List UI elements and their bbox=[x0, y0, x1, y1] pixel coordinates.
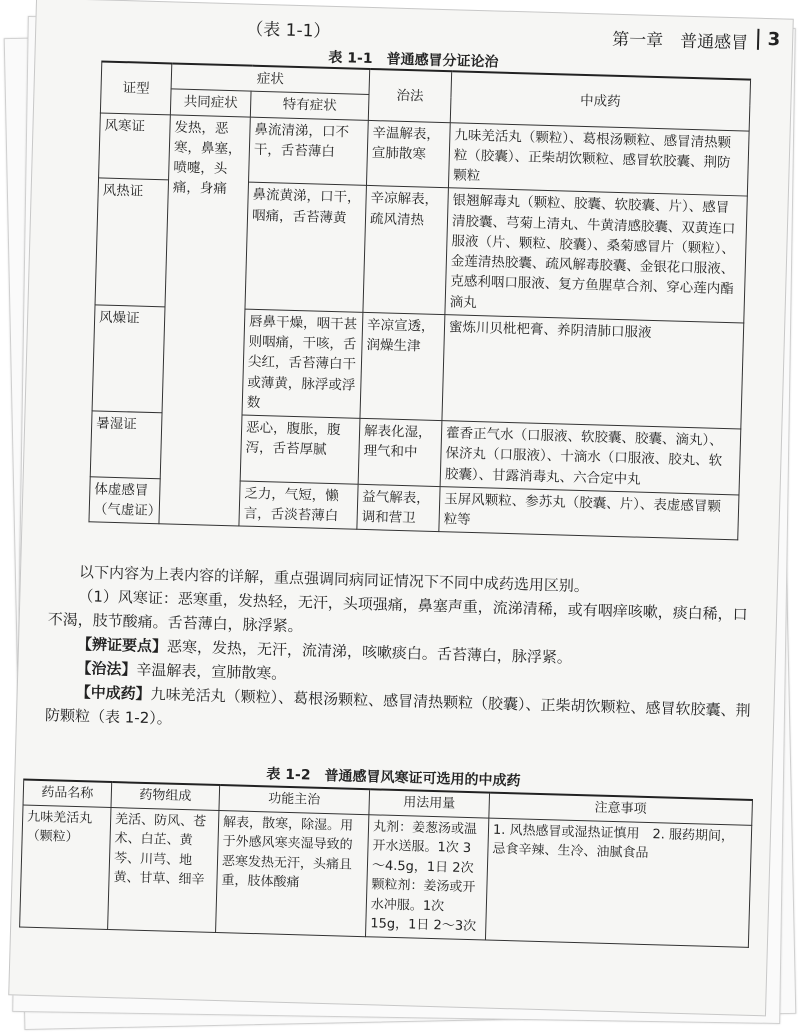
row-specific: 恶心，腹胀，腹泻，舌苔厚腻 bbox=[240, 415, 360, 484]
table-row bbox=[20, 805, 752, 947]
chapter-title: 第一章 普通感冒 bbox=[611, 29, 749, 54]
table2-caption: 表 1-2 普通感冒风寒证可选用的中成药 bbox=[266, 766, 521, 790]
row-medicine: 九味羌活丸（颗粒）、葛根汤颗粒、感冒清热颗粒（胶囊）、正柴胡饮颗粒、感冒软胶囊、荆防颗粒 bbox=[448, 122, 749, 196]
book-page bbox=[8, 0, 794, 1016]
method-label: 【治法】 bbox=[76, 659, 137, 679]
row-type: 风寒证 bbox=[99, 112, 171, 180]
row-treatment: 辛凉宣透，润燥生津 bbox=[360, 312, 445, 420]
t2-header-function: 功能主治 bbox=[219, 785, 370, 814]
row-treatment: 益气解表，调和营卫 bbox=[357, 484, 440, 532]
row-medicine: 蜜炼川贝枇杷膏、养阴清肺口服液 bbox=[442, 314, 744, 429]
t2-header-name: 药品名称 bbox=[23, 780, 112, 807]
table1-caption: 表 1-1 普通感冒分证论治 bbox=[328, 49, 499, 71]
row-treatment: 解表化湿，理气和中 bbox=[358, 418, 442, 486]
table1 bbox=[88, 60, 751, 540]
header-symptoms: 症状 bbox=[171, 63, 370, 94]
t2-usage: 丸剂：姜葱汤或温开水送服。1次 3～4.5g，1日 2次 颗粒剂：姜汤或开水冲服。1次 15g，1日 2～3次 bbox=[366, 814, 489, 939]
row-type: 风燥证 bbox=[92, 305, 165, 413]
row-medicine: 玉屏风颗粒、参苏丸（胶囊、片）、表虚感冒颗粒等 bbox=[439, 486, 739, 540]
header-common: 共同症状 bbox=[170, 89, 251, 116]
row-medicine: 银翘解毒丸（颗粒、胶囊、软胶囊、片）、感冒清胶囊、芎菊上清丸、牛黄清感胶囊、双黄连口服液（片、颗粒、胶囊）、桑菊感冒片（颗粒）、金莲清热胶囊、疏风解毒胶囊、金银花口服液、克感利咽口服液、复方鱼腥草合剂、穿心莲内酯滴丸 bbox=[445, 188, 747, 323]
t2-header-usage: 用法用量 bbox=[369, 789, 490, 817]
row-medicine: 藿香正气水（口服液、软胶囊、胶囊、滴丸）、保济丸（口服液）、十滴水（口服液、胶丸、软胶囊）、甘露消毒丸、六合定中丸 bbox=[440, 421, 741, 495]
row-specific: 乏力，气短，懒言，舌淡苔薄白 bbox=[239, 481, 358, 530]
table2 bbox=[19, 779, 753, 948]
row-specific: 鼻流清涕，口不干，舌苔薄白 bbox=[249, 117, 369, 186]
page-number: 3 bbox=[757, 29, 780, 51]
header-treatment: 治法 bbox=[368, 69, 451, 122]
row-treatment: 辛凉解表，疏风清热 bbox=[363, 186, 449, 315]
key-points-label: 【辨证要点】 bbox=[76, 635, 168, 656]
row-type: 暑湿证 bbox=[90, 411, 162, 479]
t2-header-composition: 药物组成 bbox=[111, 782, 220, 810]
row-type: 风热证 bbox=[95, 178, 169, 306]
t2-name: 九味羌活丸（颗粒） bbox=[20, 805, 111, 929]
header-type: 证型 bbox=[100, 61, 171, 114]
common-symptoms: 发热，恶寒，鼻塞，喷嚏，头痛，身痛 bbox=[159, 114, 250, 526]
wind-cold-paragraph: （1）风寒证：恶寒重，发热轻，无汗，头项强痛，鼻塞声重，流涕清稀，或有咽痒咳嗽，痰白稀，口不渴，肢节酸痛。舌苔薄白，脉浮紧。 bbox=[47, 587, 748, 636]
intro-paragraph: 以下内容为上表内容的详解，重点强调同病同证情况下不同中成药选用区别。 bbox=[78, 563, 590, 596]
t2-composition: 羌活、防风、苍术、白芷、黄芩、川芎、地黄、甘草、细辛 bbox=[108, 807, 219, 932]
t2-header-cautions: 注意事项 bbox=[489, 793, 753, 825]
t2-cautions: 1. 风热感冒或湿热证慎用 2. 服药期间，忌食辛辣、生冷、油腻食品 bbox=[485, 818, 751, 947]
header-medicine: 中成药 bbox=[450, 71, 750, 130]
body-text bbox=[45, 559, 755, 747]
t2-function: 解表，散寒，除湿。用于外感风寒夹湿导致的恶寒发热无汗，头痛且重，肢体酸痛 bbox=[216, 810, 369, 936]
drug-text: 九味羌活丸（颗粒）、葛根汤颗粒、感冒清热颗粒（胶囊）、正柴胡饮颗粒、感冒软胶囊、荆防颗粒（表 1-2）。 bbox=[44, 685, 751, 728]
row-specific: 鼻流黄涕，口干，咽痛，舌苔薄黄 bbox=[245, 182, 366, 312]
drug-label: 【中成药】 bbox=[75, 682, 151, 704]
header-left: （表 1-1） bbox=[245, 19, 331, 42]
key-points-text: 恶寒，发热，无汗，流清涕，咳嗽痰白。舌苔薄白，脉浮紧。 bbox=[166, 637, 573, 667]
header-specific: 特有症状 bbox=[250, 91, 369, 120]
row-specific: 唇鼻干燥，咽干甚则咽痛，干咳，舌尖红，舌苔薄白干或薄黄，脉浮或浮数 bbox=[242, 309, 363, 419]
row-type: 体虚感冒（气虚证） bbox=[89, 477, 160, 524]
row-treatment: 辛温解表，宣肺散寒 bbox=[366, 120, 450, 188]
method-text: 辛温解表，宣肺散寒。 bbox=[136, 660, 287, 683]
